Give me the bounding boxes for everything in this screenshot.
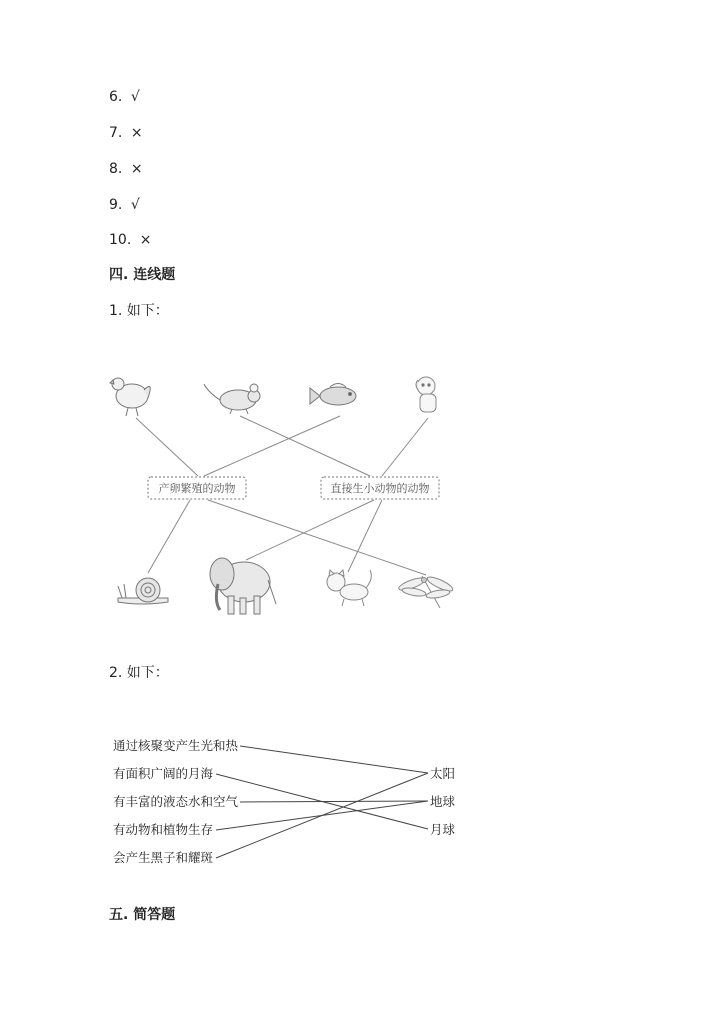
right-item-earth: 地球 — [430, 794, 456, 809]
dog-icon — [416, 377, 436, 412]
left-item-fusion: 通过核聚变产生光和热 — [113, 738, 239, 753]
left-item-sunspots: 会产生黑子和耀斑 — [113, 850, 214, 865]
answer-mark: × — [130, 125, 143, 141]
answer-number: 6. — [109, 89, 123, 105]
answer-mark: √ — [130, 89, 140, 105]
chicken-icon — [110, 378, 150, 416]
answer-mark: × — [139, 232, 152, 248]
animal-matching-figure — [108, 370, 468, 625]
section-5-title: 五. 简答题 — [109, 907, 176, 923]
celestial-matching-figure — [108, 728, 468, 868]
answer-mark: √ — [130, 197, 140, 213]
answer-item-7 — [109, 124, 143, 142]
box-egg-laying — [148, 477, 246, 499]
answer-number: 10. — [109, 232, 132, 248]
section-4-title: 四. 连线题 — [109, 267, 176, 283]
answer-number: 7. — [109, 125, 123, 141]
answer-number: 8. — [109, 161, 123, 177]
left-item-life: 有动物和植物生存 — [113, 822, 214, 837]
snail-icon — [118, 578, 168, 604]
answer-item-6 — [109, 88, 140, 106]
answer-item-8 — [109, 160, 143, 178]
box-egg-laying-label: 产卵繁殖的动物 — [158, 482, 236, 495]
answer-number: 9. — [109, 197, 123, 213]
left-item-lunar-maria: 有面积广阔的月海 — [113, 766, 214, 781]
left-items — [113, 738, 239, 865]
answer-mark: × — [130, 161, 143, 177]
elephant-icon — [210, 558, 276, 614]
question-2-label: 2. 如下： — [109, 665, 169, 681]
left-item-water-air: 有丰富的液态水和空气 — [113, 794, 239, 809]
right-item-moon: 月球 — [430, 822, 456, 837]
right-item-sun: 太阳 — [430, 766, 456, 781]
answer-item-10 — [109, 231, 151, 249]
box-live-birth-label: 直接生小动物的动物 — [330, 482, 430, 495]
dragonfly-icon — [397, 574, 454, 608]
mouse-icon — [204, 384, 260, 414]
box-live-birth — [321, 477, 439, 499]
cat-icon — [327, 570, 371, 606]
connector-lines — [216, 746, 428, 858]
question-1-label: 1. 如下： — [109, 303, 169, 319]
right-items — [430, 766, 456, 837]
fish-icon — [310, 384, 356, 406]
answer-item-9 — [109, 196, 140, 214]
